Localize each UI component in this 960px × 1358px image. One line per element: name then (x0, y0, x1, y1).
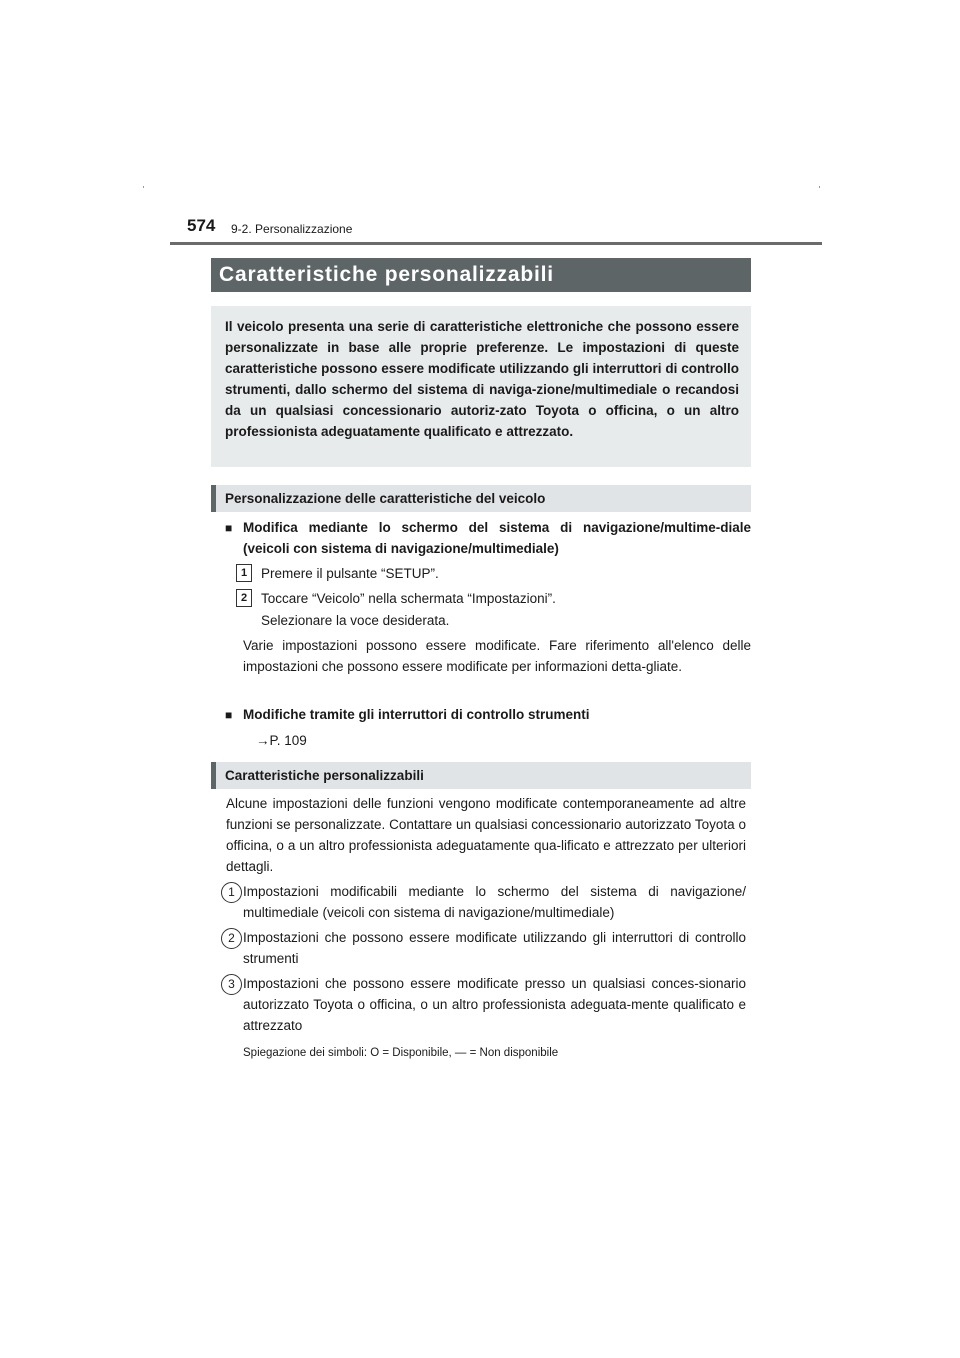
page-number: 574 (187, 216, 216, 235)
bullet-navigation (225, 517, 751, 559)
bullet-marker: ■ (225, 708, 233, 722)
crop-mark-left (143, 186, 144, 188)
section-heading-vehicle: Personalizzazione delle caratteristiche del veicolo (211, 485, 751, 512)
symbol-legend: Spiegazione dei simboli: O = Disponibile, — = Non disponibile (243, 1047, 559, 1059)
intro-box (211, 306, 751, 467)
item-number-3: 3 (221, 974, 242, 995)
bullet-instrument-switches (225, 704, 751, 725)
header-rule (170, 242, 822, 245)
item-text-2: Impostazioni che possono essere modificate utilizzando gli interruttori di controllo strumenti (243, 930, 746, 966)
intro-text: Il veicolo presenta una serie di caratteristiche elettroniche che possono essere personalizzate in base alle proprie preferenze. Le impostazioni di queste caratteristiche possono essere modificate utilizzando gli interruttori di controllo strumenti, dallo schermo del sistema di naviga-zione/multimediale o recandosi da un qualsiasi concessionario autoriz-zato Toyota o officina, o un altro professionista adeguatamente qualificato e attrezzato. (225, 319, 739, 439)
section-heading-features: Caratteristiche personalizzabili (211, 762, 751, 789)
item-number-2: 2 (221, 928, 242, 949)
step-followup: Selezionare la voce desiderata. (261, 613, 450, 628)
bullet-title: Modifica mediante lo schermo del sistema di navigazione/multime-diale (veicoli con sistema di navigazione/multimediale) (243, 520, 751, 556)
item-number-1: 1 (221, 882, 242, 903)
item-text-1: Impostazioni modificabili mediante lo schermo del sistema di navigazione/ multimediale (veicoli con sistema di navigazione/multimediale) (243, 884, 746, 920)
step-number-1: 1 (236, 564, 252, 582)
page-title: Caratteristiche personalizzabili (211, 258, 751, 292)
bullet-marker: ■ (225, 521, 233, 535)
bullet-title: Modifiche tramite gli interruttori di controllo strumenti (243, 707, 590, 722)
step-text-1: Premere il pulsante “SETUP”. (261, 566, 439, 581)
item-text-3: Impostazioni che possono essere modificate presso un qualsiasi conces-sionario autorizzato Toyota o officina, o un altro professionista adeguata-mente qualificato e attrezzato (243, 976, 746, 1033)
step-number-2: 2 (236, 589, 252, 607)
step-text-2: Toccare “Veicolo” nella schermata “Impostazioni”. (261, 591, 556, 606)
section-reference: 9-2. Personalizzazione (231, 222, 353, 236)
features-paragraph: Alcune impostazioni delle funzioni vengono modificate contemporaneamente ad altre funzioni se personalizzate. Contattare un qualsiasi concessionario autorizzato Toyota o officina, o a un altro professionista adeguatamente qua-lificato e attrezzato per ulteriori dettagli. (226, 796, 746, 874)
bullet-note: Varie impostazioni possono essere modificate. Fare riferimento all'elenco delle impostazioni che possono essere modificate per informazioni detta-gliate. (243, 638, 751, 674)
crop-mark-right (819, 186, 820, 188)
page-reference-link[interactable]: →P. 109 (256, 733, 307, 748)
